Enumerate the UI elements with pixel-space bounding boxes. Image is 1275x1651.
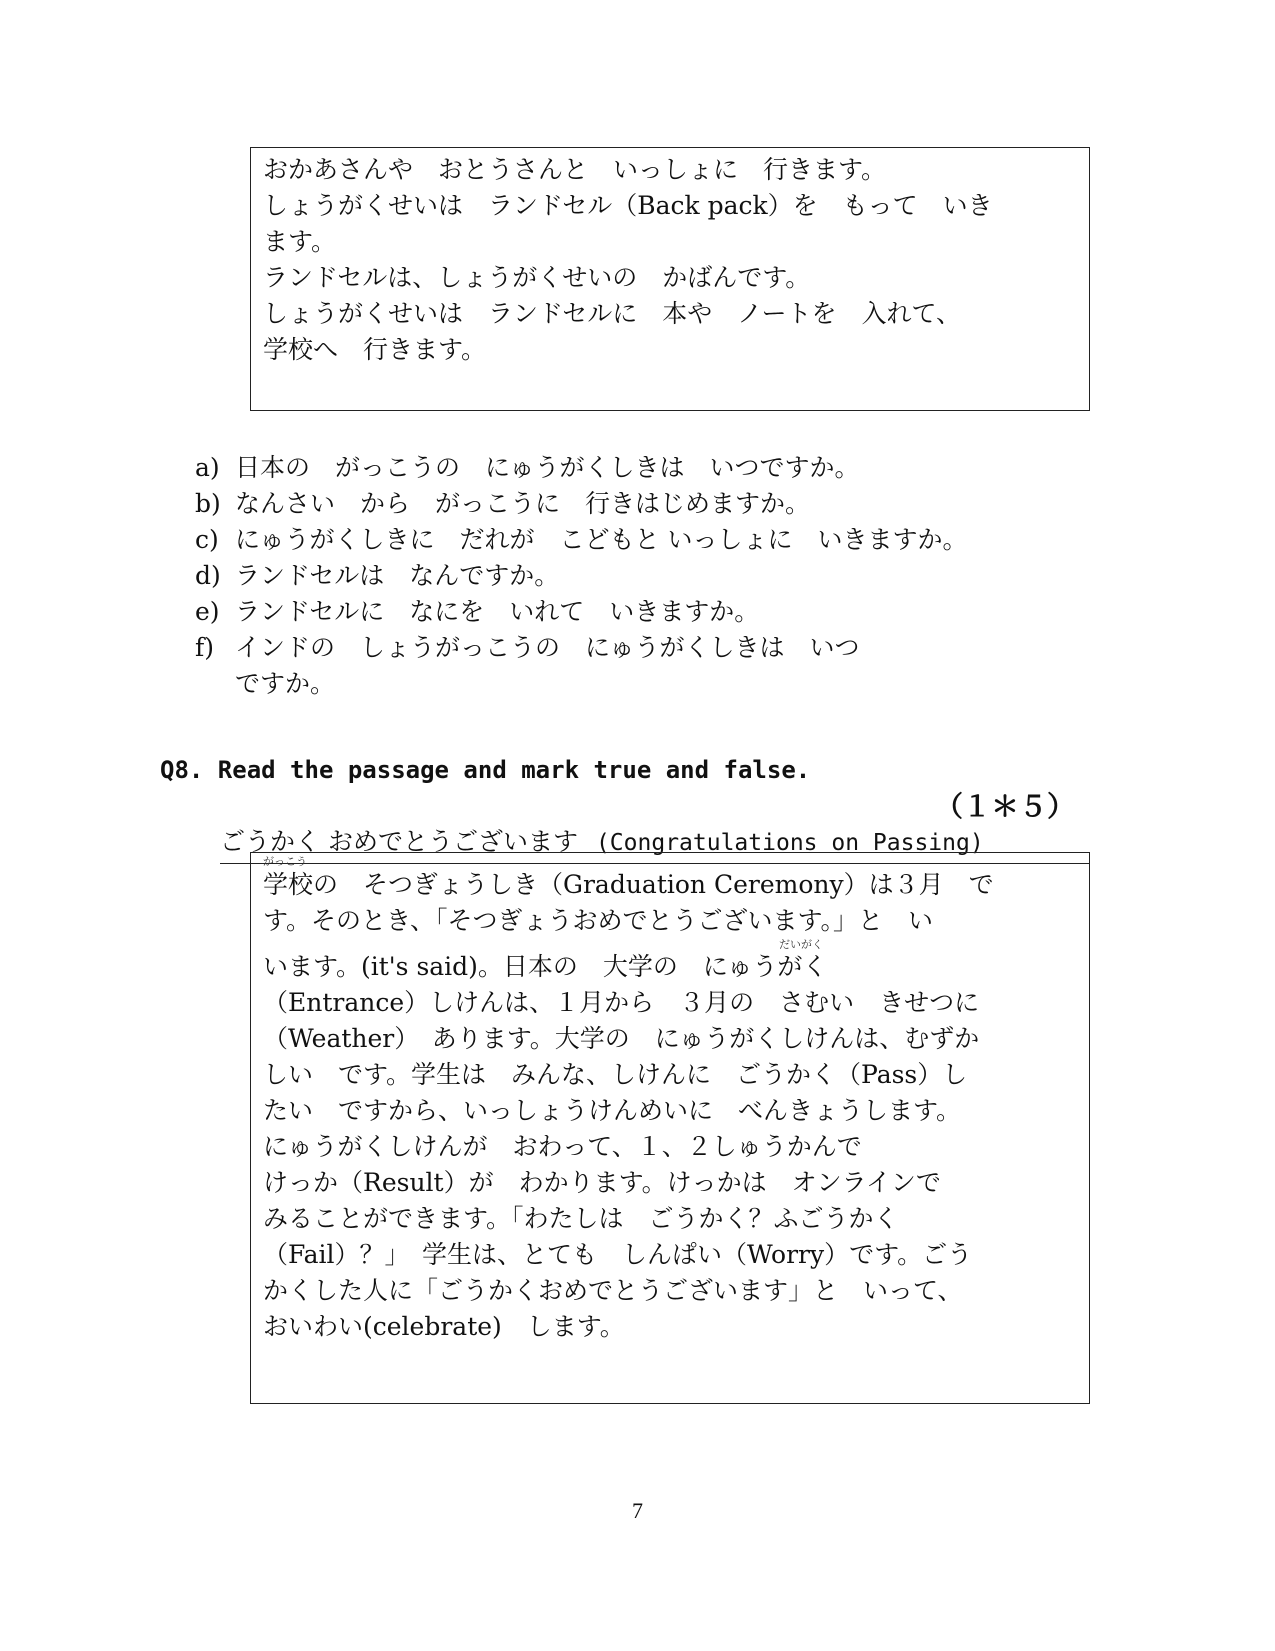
passage-line: （Fail）？」 学生は、とても しんぱい（Worry）です。ごう <box>263 1240 973 1269</box>
page-number: 7 <box>632 1498 643 1523</box>
question-marker: b) <box>195 489 221 518</box>
question-item <box>195 630 860 666</box>
passage-line: おかあさんや おとうさんと いっしょに 行きます。 <box>263 155 887 184</box>
question-text: 日本の がっこうの にゅうがくしきは いつですか。 <box>235 453 860 482</box>
question-item <box>195 486 810 522</box>
question-marker: c) <box>195 525 219 554</box>
question-marker: f) <box>195 633 215 662</box>
passage-title-en: (Congratulations on Passing) <box>595 830 984 856</box>
passage-line: （Entrance）しけんは、１月から ３月の さむい きせつに <box>263 988 980 1017</box>
question-text: ランドセルに なにを いれて いきますか。 <box>235 597 760 626</box>
question-marker: a) <box>195 453 220 482</box>
question-item <box>195 522 967 558</box>
passage-line: ランドセルは、しょうがくせいの かばんです。 <box>263 263 811 292</box>
furigana-gakkou: がっこう <box>263 855 307 868</box>
question-item <box>195 450 860 486</box>
passage-line: す。そのとき、「そつぎょうおめでとうございます。」と い <box>263 906 934 935</box>
passage-line: しょうがくせいは ランドセル（Back pack）を もって いき <box>263 191 993 220</box>
question-item-continuation <box>195 666 335 702</box>
question-text: ランドセルは なんですか。 <box>235 561 560 590</box>
passage-line: 学校へ 行きます。 <box>263 335 487 364</box>
passage-line: かくした人に「ごうかくおめでとうございます」と いって、 <box>263 1276 963 1305</box>
passage-line: しい です。学生は みんな、しけんに ごうかく（Pass）し <box>263 1060 968 1089</box>
question-text: インドの しょうがっこうの にゅうがくしきは いつ <box>235 633 860 662</box>
question-item <box>195 558 559 594</box>
passage-line: にゅうがくしけんが おわって、１、２しゅうかんで <box>263 1132 862 1161</box>
question-text: にゅうがくしきに だれが こどもと いっしょに いきますか。 <box>235 525 968 554</box>
question-text: ですか。 <box>235 669 336 698</box>
question-item <box>195 594 759 630</box>
passage-line: たい ですから、いっしょうけんめいに べんきょうします。 <box>263 1096 962 1125</box>
passage-title-jp: ごうかく おめでとうございます <box>220 827 578 856</box>
passage-line: けっか（Result）が わかります。けっかは オンラインで <box>263 1168 941 1197</box>
question-text: なんさい から がっこうに 行きはじめますか。 <box>235 489 811 518</box>
question-marker: d) <box>195 561 221 590</box>
furigana-daigaku: だいがく <box>779 938 823 951</box>
passage-line: （Weather） あります。大学の にゅうがくしけんは、むずか <box>263 1024 980 1053</box>
passage-box-top <box>250 147 1090 411</box>
passage-line: おいわい(celebrate) します。 <box>263 1312 625 1341</box>
passage-line: みることができます。「わたしは ごうかく？ふごうかく <box>263 1204 899 1233</box>
question-heading: Q8. Read the passage and mark true and false. <box>160 756 811 784</box>
passage-line: 学校の そつぎょうしき（Graduation Ceremony）は３月 で <box>263 870 994 899</box>
question-marker: e) <box>195 597 220 626</box>
passage-box-q8 <box>250 852 1090 1404</box>
marks-allocation: （１＊５） <box>934 790 1075 823</box>
passage-line: います。(it's said)。日本の 大学の にゅうがく <box>263 952 828 981</box>
passage-line: しょうがくせいは ランドセルに 本や ノートを 入れて、 <box>263 299 962 328</box>
passage-line: ます。 <box>263 227 337 256</box>
